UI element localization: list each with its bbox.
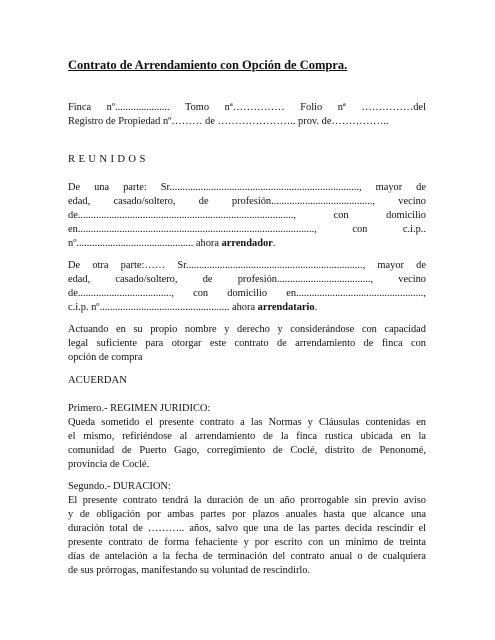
reunidos-heading: REUNIDOS — [68, 154, 149, 165]
registry-line-1: Finca nº..................... Tomo nª…………… Folio nª ……………del — [68, 102, 426, 113]
document-title: Contrato de Arrendamiento con Opción de Compra. — [68, 58, 348, 72]
clause2-line-6: de sus prórrogas, manifestando su voluntad de rescindirlo. — [68, 565, 311, 576]
party1-line-5-prefix: nº............................................. ahora — [68, 238, 222, 249]
clause2-line-3: duración total de ……….. años, salvo que una de las partes decida rescindir el — [68, 523, 426, 534]
clause1-heading: Primero.- REGIMEN JURIDICO: — [68, 403, 211, 414]
party2-line-1: De otra parte:…… Sr...................................................................., mayor de — [68, 260, 426, 271]
party2-line-4-suffix: . — [314, 302, 318, 313]
clause2-line-2: y de obligación por ambas partes por plazos anuales hasta que alcance una — [68, 509, 426, 520]
clause2-heading: Segundo.- DURACION: — [68, 481, 171, 492]
clause1-line-2: el mismo, refiriéndose al arrendamiento de la finca rustica ubicada en la — [68, 431, 426, 442]
party1-line-3: de..................................................................................., con domicilio — [68, 210, 426, 221]
party1-line-5-suffix: . — [272, 238, 276, 249]
party1-role: arrendador — [221, 238, 273, 249]
party1-line-1: De una parte: Sr........................................................................., mayor de — [68, 182, 426, 193]
party2-line-2: edad, casado/soltero, de profesión...................................., vecino — [68, 274, 426, 285]
clause1-line-3: comunidad de Puerto Gago, corregimiento de Coclé, distrito de Penonomé, — [68, 445, 426, 456]
clause2-line-5: días de antelación a la fecha de terminación del contrato anual o de cualquiera — [68, 551, 426, 562]
acuerdan-heading: ACUERDAN — [68, 375, 127, 386]
party2-line-4 — [68, 301, 426, 314]
acting-line-2: legal suficiente para otorgar este contrato de arrendamiento de finca con — [68, 338, 426, 349]
clause2-line-1: El presente contrato tendrá la duración de un año prorrogable sin previo aviso — [68, 495, 426, 506]
party2-role: arrendatario — [257, 302, 315, 313]
party1-line-5 — [68, 237, 426, 250]
clause1-line-4: provincia de Coclé. — [68, 459, 150, 470]
acting-line-1: Actuando en su propio nombre y derecho y considerándose con capacidad — [68, 324, 426, 335]
registry-line-2: Registro de Propiedad nº……… de ………………….. prov. de…………….. — [68, 116, 389, 127]
clause1-line-1: Queda sometido el presente contrato a las Normas y Cláusulas contenidas en — [68, 417, 426, 428]
party1-line-4: en..........................................................................................., con c.i.p.. — [68, 224, 426, 235]
party1-line-2: edad, casado/soltero, de profesión......................................., vecino — [68, 196, 426, 207]
party2-line-3: de...................................., con domicilio en................................................., — [68, 288, 426, 299]
acting-line-3: opción de compra — [68, 352, 143, 363]
clause2-line-4: presente contrato de forma fehaciente y por escrito con un mínimo de treinta — [68, 537, 426, 548]
party2-line-4-prefix: c.i.p. nº.................................................. ahora — [68, 302, 258, 313]
